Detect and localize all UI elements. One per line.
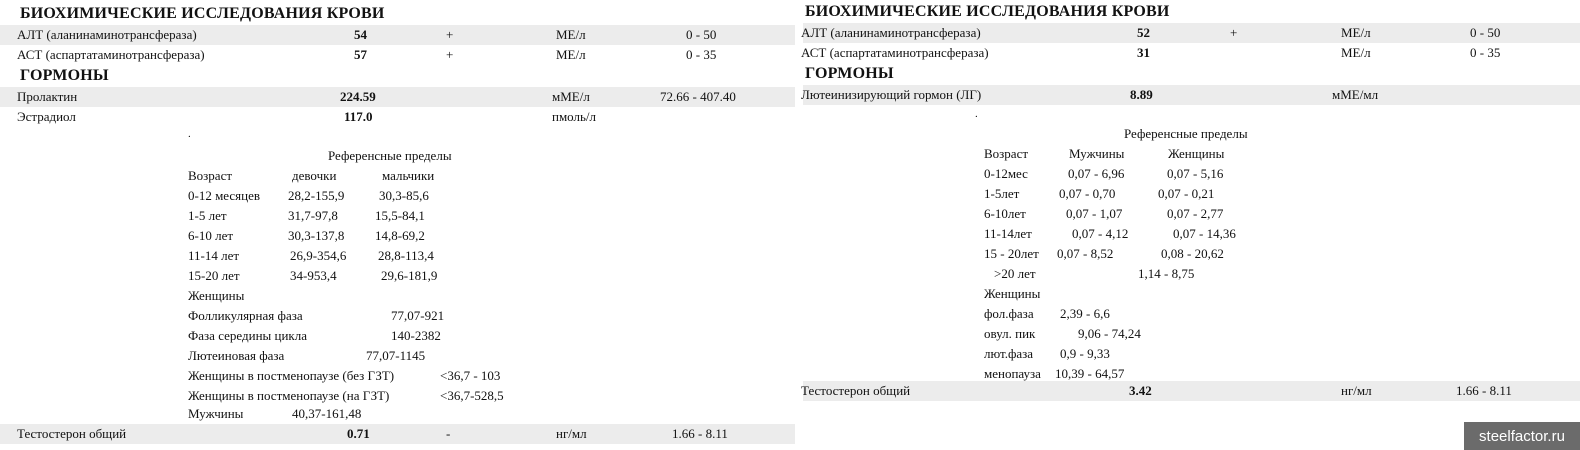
- reference-range: 1.66 - 8.11: [1456, 383, 1512, 398]
- reference-range: 0 - 35: [686, 47, 717, 62]
- women-subheading: Женщины: [984, 286, 1041, 301]
- women-range: 1,14 - 8,75: [1138, 266, 1195, 281]
- age-label: 6-10лет: [984, 206, 1026, 221]
- site-watermark: steelfactor.ru: [1464, 422, 1580, 450]
- women-subheading: Женщины: [188, 288, 245, 303]
- phase-label: Женщины в постменопаузе (без ГЗТ): [188, 368, 395, 383]
- result-row-alt: [0, 25, 795, 45]
- phase-range: 0,9 - 9,33: [1060, 346, 1110, 361]
- test-name: Эстрадиол: [17, 109, 76, 124]
- phase-label: фол.фаза: [984, 306, 1034, 321]
- test-unit: нг/мл: [556, 426, 587, 441]
- age-label: 11-14лет: [984, 226, 1032, 241]
- reference-title: Референсные пределы: [328, 148, 452, 163]
- header-men: Мужчины: [1069, 146, 1125, 161]
- girls-range: 30,3-137,8: [288, 228, 345, 243]
- result-row-estradiol: [0, 107, 795, 127]
- test-unit: пмоль/л: [552, 109, 597, 124]
- biochem-section-title: БИОХИМИЧЕСКИЕ ИССЛЕДОВАНИЯ КРОВИ: [20, 5, 385, 22]
- test-value: 54: [354, 27, 367, 42]
- phase-label: овул. пик: [984, 326, 1036, 341]
- phase-range: 140-2382: [391, 328, 441, 343]
- test-value: 31: [1137, 45, 1150, 60]
- stray-dot: .: [188, 128, 191, 140]
- women-range: 0,07 - 14,36: [1173, 226, 1236, 241]
- reference-range: 0 - 50: [686, 27, 717, 42]
- result-row-ast: [803, 43, 1580, 63]
- result-row-testosterone: [0, 424, 795, 444]
- reference-range: 0 - 50: [1470, 25, 1501, 40]
- stray-dot: .: [975, 108, 978, 120]
- phase-range: <36,7 - 103: [440, 368, 501, 383]
- girls-range: 34-953,4: [290, 268, 337, 283]
- phase-range: 2,39 - 6,6: [1060, 306, 1110, 321]
- boys-range: 14,8-69,2: [375, 228, 425, 243]
- phase-label: Лютеиновая фаза: [188, 348, 285, 363]
- girls-range: 28,2-155,9: [288, 188, 345, 203]
- phase-range: 9,06 - 74,24: [1078, 326, 1141, 341]
- test-unit: МЕ/л: [556, 27, 586, 42]
- women-range: 0,08 - 20,62: [1161, 246, 1224, 261]
- test-value: 8.89: [1130, 87, 1153, 102]
- abnormal-flag: +: [1230, 25, 1238, 40]
- header-age: Возраст: [188, 168, 233, 183]
- test-name: Тестостерон общий: [801, 383, 911, 398]
- test-unit: МЕ/л: [556, 47, 586, 62]
- header-boys: мальчики: [382, 168, 435, 183]
- header-women: Женщины: [1168, 146, 1225, 161]
- test-unit: МЕ/л: [1341, 25, 1371, 40]
- age-label: 6-10 лет: [188, 228, 234, 243]
- test-value: 57: [354, 47, 367, 62]
- boys-range: 29,6-181,9: [381, 268, 438, 283]
- men-range: 0,07 - 1,07: [1066, 206, 1123, 221]
- result-row-testosterone: [803, 381, 1580, 401]
- boys-range: 30,3-85,6: [379, 188, 429, 203]
- test-name: АЛТ (аланинаминотрансфераза): [801, 25, 981, 40]
- age-label: 1-5 лет: [188, 208, 227, 223]
- phase-label: Женщины в постменопаузе (на ГЗТ): [188, 388, 390, 403]
- test-name: Тестостерон общий: [17, 426, 127, 441]
- reference-range: 72.66 - 407.40: [660, 89, 736, 104]
- test-name: Пролактин: [17, 89, 78, 104]
- phase-range: 10,39 - 64,57: [1055, 366, 1125, 381]
- age-label: 1-5лет: [984, 186, 1020, 201]
- men-range: 0,07 - 6,96: [1068, 166, 1125, 181]
- header-age: Возраст: [984, 146, 1029, 161]
- phase-label: лют.фаза: [984, 346, 1034, 361]
- test-name: Лютеинизирующий гормон (ЛГ): [801, 87, 982, 102]
- result-row-prolactin: [0, 87, 795, 107]
- abnormal-flag: -: [446, 426, 451, 441]
- test-name: АЛТ (аланинаминотрансфераза): [17, 27, 197, 42]
- test-value: 52: [1137, 25, 1150, 40]
- age-label: 0-12мес: [984, 166, 1028, 181]
- phase-label: менопауза: [984, 366, 1041, 381]
- header-girls: девочки: [292, 168, 337, 183]
- result-row-lh: [803, 85, 1580, 105]
- age-label: >20 лет: [994, 266, 1036, 281]
- women-range: 0,07 - 5,16: [1167, 166, 1224, 181]
- men-range: 0,07 - 0,70: [1059, 186, 1116, 201]
- test-unit: нг/мл: [1341, 383, 1372, 398]
- girls-range: 26,9-354,6: [290, 248, 347, 263]
- abnormal-flag: +: [446, 47, 454, 62]
- result-row-ast: [0, 45, 795, 65]
- test-unit: мМЕ/л: [552, 89, 590, 104]
- age-label: 11-14 лет: [188, 248, 240, 263]
- phase-label: Мужчины: [188, 406, 244, 421]
- men-range: 0,07 - 8,52: [1057, 246, 1114, 261]
- result-row-alt: [803, 23, 1580, 43]
- boys-range: 28,8-113,4: [378, 248, 434, 263]
- reference-range: 0 - 35: [1470, 45, 1501, 60]
- biochem-section-title: БИОХИМИЧЕСКИЕ ИССЛЕДОВАНИЯ КРОВИ: [805, 3, 1170, 20]
- test-unit: мМЕ/мл: [1332, 87, 1379, 102]
- phase-label: Фолликулярная фаза: [188, 308, 303, 323]
- test-value: 0.71: [347, 426, 370, 441]
- age-label: 15 - 20лет: [984, 246, 1039, 261]
- hormones-section-title: ГОРМОНЫ: [805, 65, 894, 82]
- phase-range: 77,07-921: [391, 308, 445, 323]
- age-label: 0-12 месяцев: [188, 188, 261, 203]
- reference-range: 1.66 - 8.11: [672, 426, 728, 441]
- girls-range: 31,7-97,8: [288, 208, 338, 223]
- phase-range: 40,37-161,48: [292, 406, 362, 421]
- test-value: 224.59: [340, 89, 376, 104]
- test-unit: МЕ/л: [1341, 45, 1371, 60]
- boys-range: 15,5-84,1: [375, 208, 425, 223]
- test-name: АСТ (аспартатаминотрансфераза): [801, 45, 989, 60]
- test-value: 3.42: [1129, 383, 1152, 398]
- age-label: 15-20 лет: [188, 268, 240, 283]
- right-report-panel: [803, 0, 1580, 450]
- women-range: 0,07 - 0,21: [1158, 186, 1215, 201]
- women-range: 0,07 - 2,77: [1167, 206, 1224, 221]
- reference-title: Референсные пределы: [1124, 126, 1248, 141]
- test-value: 117.0: [344, 109, 373, 124]
- hormones-section-title: ГОРМОНЫ: [20, 67, 109, 84]
- abnormal-flag: +: [446, 27, 454, 42]
- men-range: 0,07 - 4,12: [1072, 226, 1129, 241]
- phase-label: Фаза середины цикла: [188, 328, 307, 343]
- phase-range: <36,7-528,5: [440, 388, 504, 403]
- test-name: АСТ (аспартатаминотрансфераза): [17, 47, 205, 62]
- phase-range: 77,07-1145: [366, 348, 426, 363]
